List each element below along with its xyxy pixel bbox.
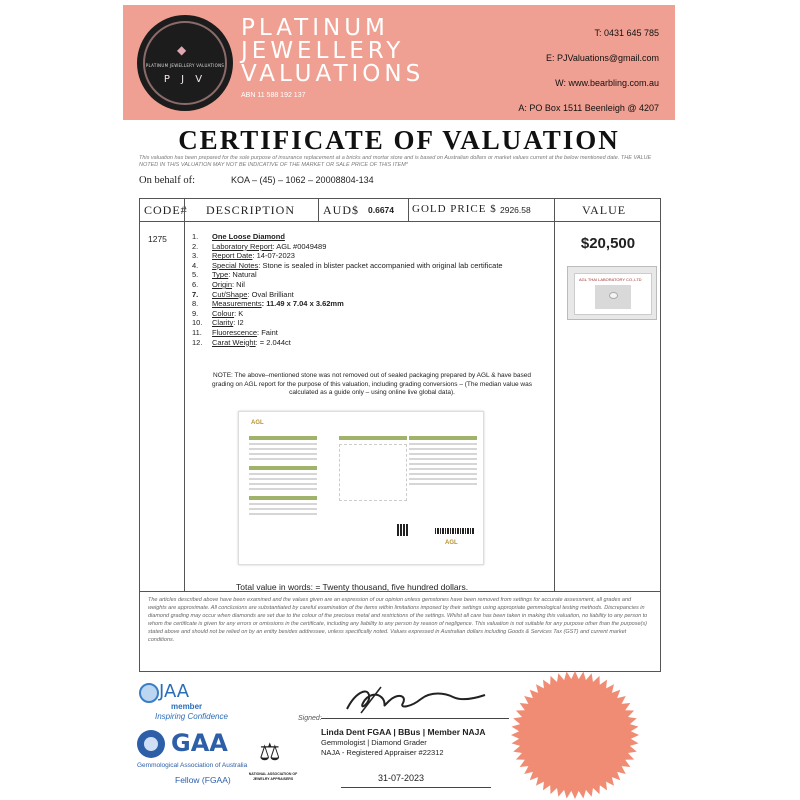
signer-name: Linda Dent FGAA | BBus | Member NAJA: [321, 727, 486, 737]
seal-icon: [510, 670, 640, 800]
report-column: [339, 436, 407, 501]
list-item: 9. Colour: K: [192, 308, 244, 318]
list-item: 3. Report Date: 14-07-2023: [192, 251, 295, 261]
aud-value: 0.6674: [368, 205, 394, 215]
col-value: VALUE: [582, 203, 627, 217]
column-divider: [184, 199, 185, 591]
email-address[interactable]: E: PJValuations@gmail.com: [545, 53, 659, 63]
jaa-member-text: member: [171, 702, 203, 711]
scales-icon: ⚖: [259, 739, 281, 766]
page-title: CERTIFICATE OF VALUATION: [178, 125, 620, 155]
gaa-text: GAA: [171, 729, 228, 757]
valuation-amount: $20,500: [580, 235, 636, 252]
list-item: 5. Type: Natural: [192, 270, 257, 280]
barcode-icon: [435, 528, 475, 534]
list-item: 12. Carat Weight: = 2.044ct: [192, 337, 291, 347]
abn-number: ABN 11 588 192 137: [241, 92, 306, 99]
phone-number: T: 0431 645 785: [594, 28, 659, 38]
grading-note: NOTE: The above–mentioned stone was not removed out of sealed packaging prepared by AGL & have based grading on AGL report for the purpose of this valuation, including grading conversions – (The median value was calculated as a guide only – using online live global data).: [212, 372, 532, 397]
logo-monogram: P J V: [163, 74, 207, 85]
list-item: 1. One Loose Diamond: [192, 232, 285, 241]
item-code: 1275: [148, 234, 167, 244]
postal-address: A: PO Box 1511 Beenleigh @ 4207: [518, 103, 659, 113]
gaa-full-name: Gemmological Association of Australia: [137, 762, 248, 769]
column-divider: [408, 199, 409, 221]
signature-image: [341, 683, 491, 717]
signer-registration: NAJA - Registered Appraiser #22312: [321, 748, 444, 757]
stone-photo: [567, 266, 657, 320]
report-column: [409, 436, 477, 488]
list-item: 7. Cut/Shape: Oval Brilliant: [192, 289, 294, 299]
signed-label: Signed:: [298, 715, 322, 722]
aud-label: AUD$: [323, 203, 359, 217]
brand-line: VALUATIONS: [241, 61, 425, 87]
column-divider: [318, 199, 319, 221]
qr-code-icon: [397, 524, 409, 536]
report-column: [249, 436, 317, 518]
table-header: [140, 199, 660, 222]
jaa-text: JAA: [159, 681, 190, 702]
col-code: CODE#: [144, 203, 188, 217]
valuation-table: [139, 198, 661, 672]
date-line: [341, 787, 491, 788]
signer-credentials: [321, 738, 444, 758]
brand-line: PLATINUM: [241, 15, 389, 41]
terms-section: [140, 591, 660, 672]
list-item: 10. Clarity: I2: [192, 318, 244, 328]
pjv-logo: [137, 15, 233, 111]
gem-emblem-icon: [137, 730, 165, 758]
brand-name: [241, 17, 424, 86]
on-behalf-value: KOA – (45) – 1062 – 20008804-134: [231, 175, 374, 185]
lab-name: AGL THAI LABORATORY CO.,LTD: [579, 277, 642, 282]
contact-details: [489, 27, 659, 127]
agl-logo: AGL: [445, 540, 458, 546]
website-link[interactable]: W: www.bearbling.com.au: [555, 78, 659, 88]
gold-price-value: 2926.58: [500, 205, 531, 215]
certificate-page: [123, 5, 675, 795]
certificate-date: 31-07-2023: [378, 773, 425, 783]
diamond-icon: ◆: [177, 43, 187, 57]
agl-logo: AGL: [251, 420, 264, 426]
list-item: 8. Measurements: 11.49 x 7.04 x 3.62mm: [192, 299, 344, 309]
signature-line: [321, 718, 509, 719]
list-item: 4. Special Notes: Stone is sealed in blister packet accompanied with original lab certificate: [192, 260, 503, 270]
diamond-icon: [609, 292, 618, 299]
logo-text: PLATINUM JEWELLERY VALUATIONS: [145, 63, 225, 68]
disclaimer-text: This valuation has been prepared for the sole purpose of insurance replacement at a bricks and mortar store and is based on Australian dollars or market values current at the below mentioned date. THE VALUE NOTED IN THIS VALUATION MAY NOT BE INDICATIVE OF THE MARKET OR SALE PRICE OF THIS ITEM*: [139, 155, 652, 168]
lab-report-image: [238, 411, 484, 565]
on-behalf-label: On behalf of:: [139, 175, 195, 186]
naja-name: NATIONAL ASSOCIATION OF JEWELRY APPRAISERS: [248, 772, 298, 781]
list-item: 2. Laboratory Report: AGL #0049489: [192, 241, 327, 251]
item-description-list: [192, 232, 503, 347]
total-value-in-words: Total value in words: = Twenty thousand, five hundred dollars.: [236, 582, 469, 592]
col-description: DESCRIPTION: [206, 203, 296, 217]
on-behalf-of: [139, 175, 374, 186]
brand-line: JEWELLERY: [241, 38, 405, 64]
signer-role: Gemmologist | Diamond Grader: [321, 738, 427, 747]
jaa-tagline: Inspiring Confidence: [155, 712, 228, 721]
column-divider: [554, 199, 555, 591]
terms-text: The articles described above have been examined and the values given are an expression of our opinion unless gemstones have been removed from settings for accurate assessment, all grades and weights are approximate. All conclusions are substantiated by careful examination of the items within limitations imposed by their settings using appropriate gemmological testing methods. Discrepancies in diamond grading may occur when diamonds are set due to the colour of the precious metal and restrictions of the settings. Whilst all care has been taken in making this valuation, no liability to any person to whom the certificate is given for any errors or omissions in the certificate, including any liability to any person by reason of negligence. This valuation is not suitable for any purpose other than the purpose(s) stated above and should not be relied on by an entity besides addressee, unless specifically noted. Values expressed in Australian dollars including Goods & Services Tax (GST) and current market conditions.: [148, 597, 648, 643]
list-item: 6. Origin: Nil: [192, 279, 245, 289]
globe-icon: [139, 683, 159, 703]
gaa-fellow: Fellow (FGAA): [175, 775, 231, 785]
letterhead: [123, 5, 675, 120]
list-item: 11. Fluorescence: Faint: [192, 327, 278, 337]
gold-price-label: GOLD PRICE $: [412, 203, 497, 215]
